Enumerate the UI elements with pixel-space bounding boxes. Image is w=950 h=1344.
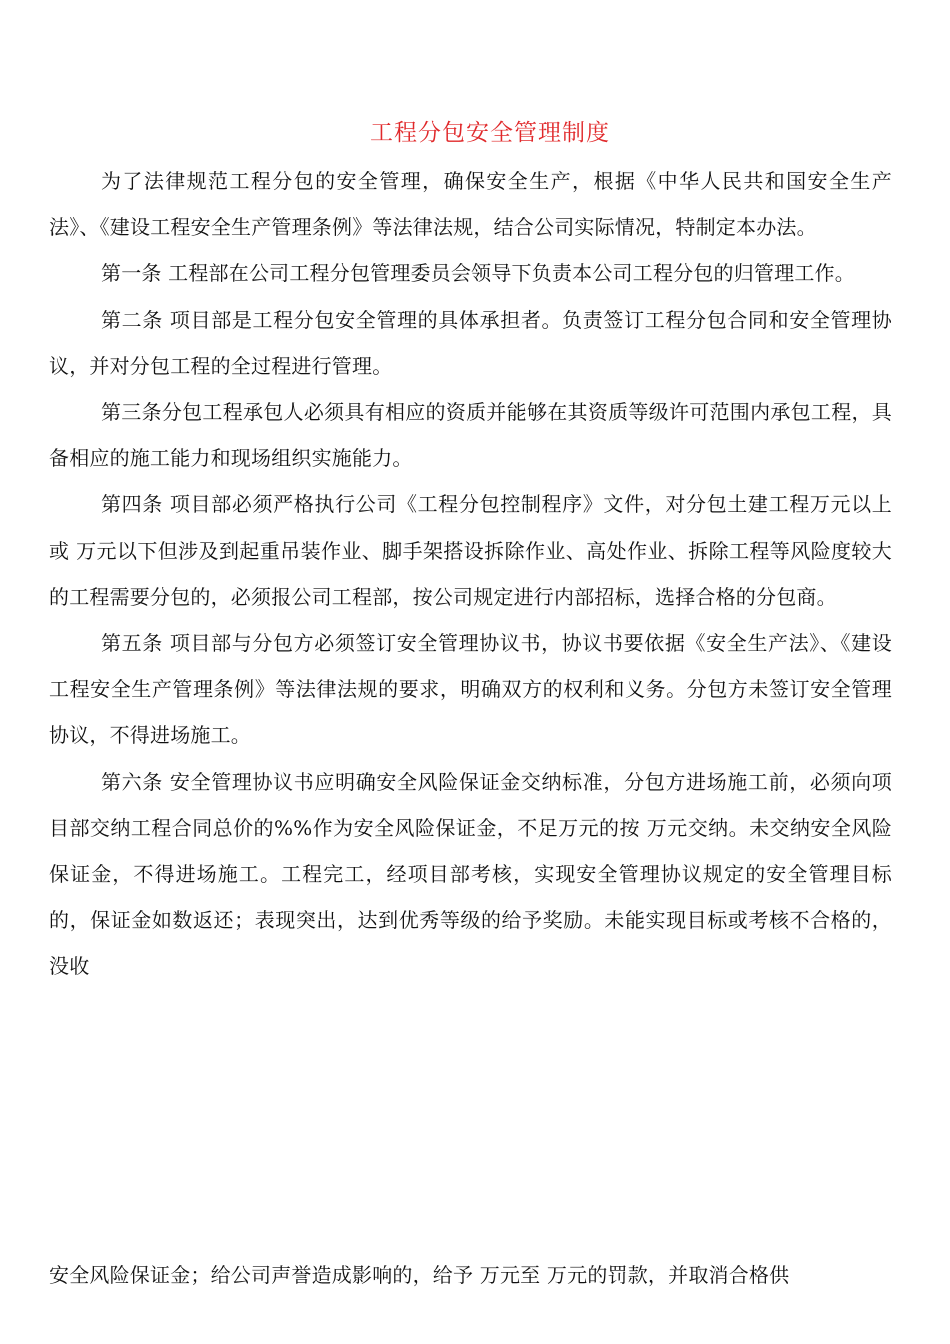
article-4-paragraph: 第四条 项目部必须严格执行公司《工程分包控制程序》文件，对分包土建工程万元以上或 万元以下但涉及到起重吊装作业、脚手架搭设拆除作业、高处作业、拆除工程等风险度较大的工程需要分包的，必须报公司工程部，按公司规定进行内部招标，选择合格的分包商。 [49,492,892,609]
document-title: 工程分包安全管理制度 [370,120,610,146]
article-1-paragraph: 第一条 工程部在公司工程分包管理委员会领导下负责本公司工程分包的归管理工作。 [101,261,855,286]
article-2-paragraph: 第二条 项目部是工程分包安全管理的具体承担者。负责签订工程分包合同和安全管理协议，并对分包工程的全过程进行管理。 [49,307,892,378]
article-6-paragraph: 第六条 安全管理协议书应明确安全风险保证金交纳标准，分包方进场施工前，必须向项目部交纳工程合同总价的%%作为安全风险保证金，不足万元的按 万元交纳。未交纳安全风险保证金，不得进场施工。工程完工，经项目部考核，实现安全管理协议规定的安全管理目标的，保证金如数返还；表现突出，达到优秀等级的给予奖励。未能实现目标或考核不合格的，没收 [49,769,892,979]
article-3-paragraph: 第三条分包工程承包人必须具有相应的资质并能够在其资质等级许可范围内承包工程，具备相应的施工能力和现场组织实施能力。 [49,400,892,471]
intro-paragraph: 为了法律规范工程分包的安全管理，确保安全生产，根据《中华人民共和国安全生产法》、《建设工程安全生产管理条例》等法律法规，结合公司实际情况，特制定本办法。 [49,169,892,240]
article-5-paragraph: 第五条 项目部与分包方必须签订安全管理协议书，协议书要依据《安全生产法》、《建设工程安全生产管理条例》等法律法规的要求，明确双方的权利和义务。分包方未签订安全管理协议，不得进场施工。 [49,631,892,748]
continuation-line: 安全风险保证金；给公司声誉造成影响的，给予 万元至 万元的罚款，并取消合格供 [49,1263,790,1287]
document-body [49,158,892,990]
